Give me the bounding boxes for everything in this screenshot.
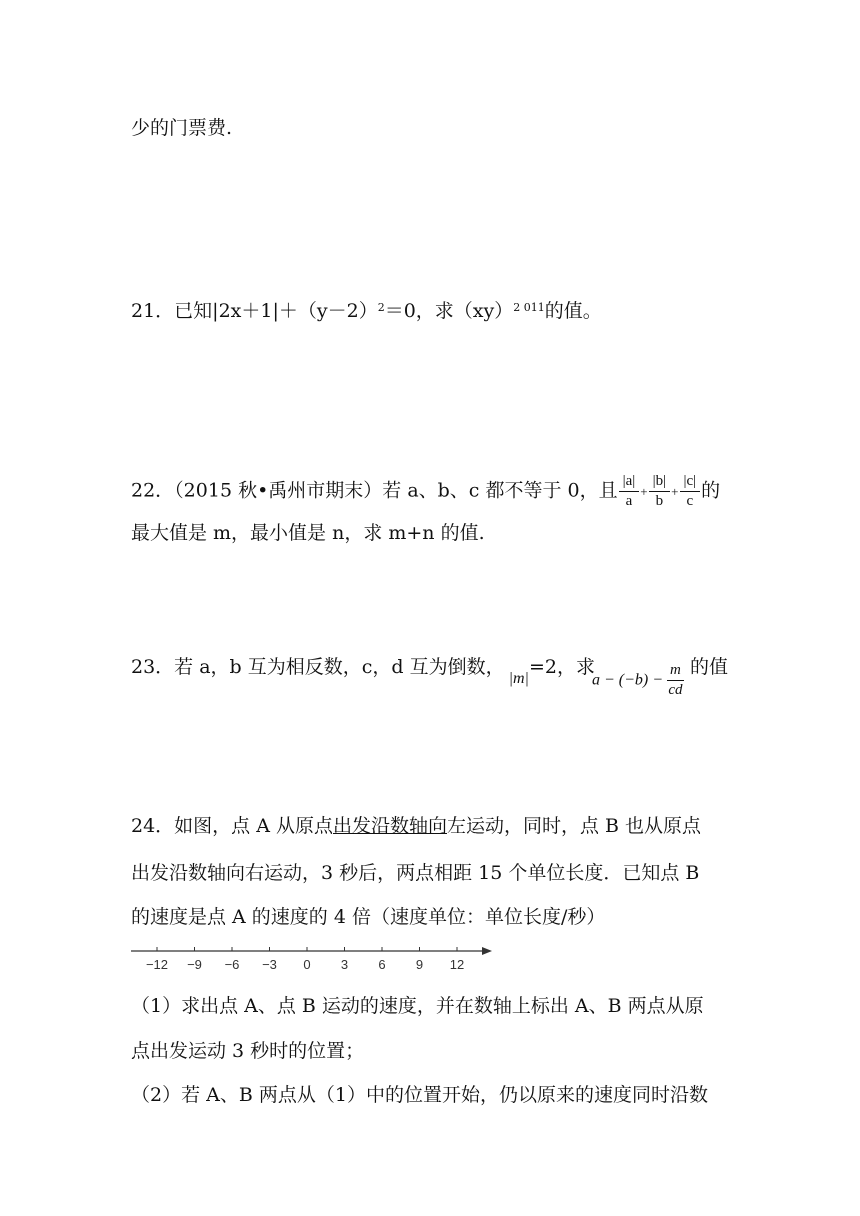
- number-line: [128, 942, 508, 978]
- fraction-b-numerator: |b|: [649, 474, 671, 492]
- q24-text-b: 左运动，同时，点 B 也从原点: [447, 815, 702, 837]
- sub-question-1-line-2: 点出发运动 3 秒时的位置；: [131, 1040, 365, 1062]
- q21-text-b: ＝0，求（xy）: [384, 300, 514, 322]
- q21-text-c: 的值。: [544, 300, 602, 322]
- question-22-line-2: 最大值是 m，最小值是 n，求 m+n 的值.: [131, 522, 485, 544]
- number-line-tick-label: −3: [262, 957, 277, 972]
- abs-m: |m|: [508, 670, 529, 687]
- fraction-numerator: m: [667, 662, 684, 681]
- expression-left: a − (−b) −: [592, 671, 664, 689]
- number-line-tick-label: 12: [449, 957, 465, 972]
- fraction-m-over-cd: [667, 662, 684, 699]
- number-line-tick-label: 6: [378, 957, 386, 972]
- fraction-b-denominator: b: [655, 493, 664, 509]
- fraction-a-numerator: |a|: [619, 474, 640, 492]
- question-24: [131, 814, 701, 838]
- sub-question-1: （1）求出点 A、点 B 运动的速度，并在数轴上标出 A、B 两点从原: [131, 995, 704, 1017]
- fraction-c-numerator: |c|: [680, 474, 701, 492]
- q24-text-a: 24．如图，点 A 从原点: [131, 815, 333, 837]
- q21-exponent-2: 2 011: [513, 301, 545, 314]
- number-line-tick-label: −9: [187, 957, 202, 972]
- number-line-tick-label: −12: [145, 957, 169, 972]
- question-21: [131, 296, 602, 323]
- number-line-tick-label: 3: [340, 957, 349, 972]
- expression-a-minus-b: [592, 662, 684, 699]
- q24-underlined-text: 出发沿数轴向: [332, 815, 447, 837]
- q22-text-a: 22．（2015 秋•禹州市期末）若 a、b、c 都不等于 0，且: [131, 479, 618, 502]
- fraction-c: [680, 474, 701, 509]
- number-line-arrow: [482, 947, 492, 955]
- fraction-b: [649, 474, 671, 509]
- q23-text-c: 的值: [690, 656, 729, 678]
- fraction-denominator: cd: [668, 682, 683, 698]
- q21-exponent-1: 2: [377, 301, 385, 314]
- fraction-a-denominator: a: [625, 493, 633, 509]
- abs-fraction-sum: [619, 474, 701, 509]
- q21-text-a: 21．已知|2x＋1|＋（y－2）: [131, 300, 378, 322]
- question-22: [131, 474, 720, 509]
- question-24-line-3: 的速度是点 A 的速度的 4 倍（速度单位：单位长度/秒）: [131, 906, 606, 928]
- question-24-line-2: 出发沿数轴向右运动，3 秒后，两点相距 15 个单位长度．已知点 B: [131, 862, 700, 884]
- plus-sign: +: [640, 484, 648, 499]
- fraction-a: [619, 474, 640, 509]
- number-line-tick-label: 0: [303, 957, 311, 972]
- plus-sign: +: [671, 484, 679, 499]
- q22-text-b: 的: [701, 479, 721, 502]
- number-line-tick-label: 9: [415, 957, 424, 972]
- q23-text-a: 23．若 a，b 互为相反数，c，d 互为倒数，: [131, 656, 505, 678]
- number-line-tick-label: −6: [224, 957, 240, 972]
- fraction-c-denominator: c: [686, 493, 694, 509]
- q23-text-b: =2，求: [528, 656, 595, 678]
- sub-question-2: （2）若 A、B 两点从（1）中的位置开始，仍以原来的速度同时沿数: [131, 1084, 708, 1106]
- question-23: [131, 655, 595, 687]
- text-line: 少的门票费.: [131, 117, 233, 139]
